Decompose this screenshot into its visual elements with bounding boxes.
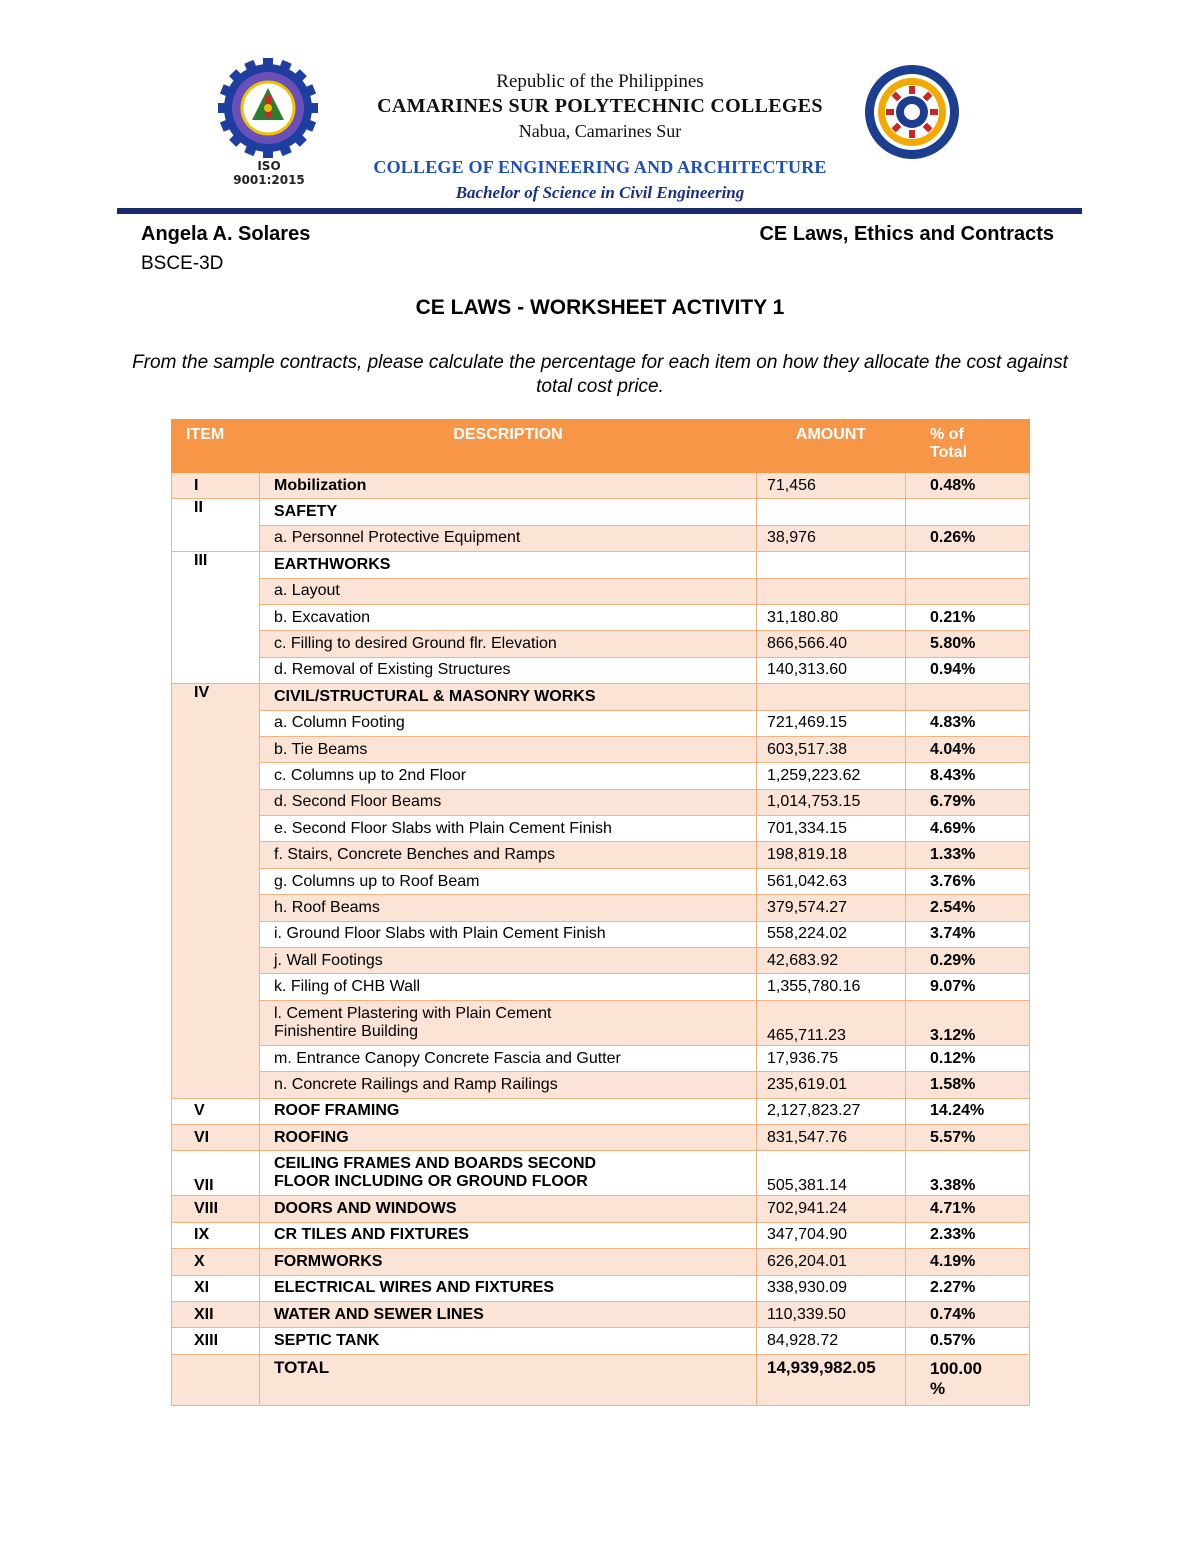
item-amount: 702,941.24 [757, 1196, 906, 1222]
item-amount: 1,355,780.16 [757, 974, 906, 1000]
item-description: Mobilization [260, 473, 757, 499]
table-row [172, 578, 1030, 604]
item-description: FORMWORKS [260, 1249, 757, 1275]
table-row [172, 1222, 1030, 1248]
item-percent: 2.54% [906, 895, 1030, 921]
item-amount: 626,204.01 [757, 1249, 906, 1275]
worksheet-instructions: From the sample contracts, please calculate the percentage for each item on how they allocate the cost against total cost price. [132, 352, 1068, 397]
item-amount: 31,180.80 [757, 604, 906, 630]
item-amount: 379,574.27 [757, 895, 906, 921]
item-description: a. Personnel Protective Equipment [260, 525, 757, 551]
item-amount: 603,517.38 [757, 736, 906, 762]
item-number: III [172, 552, 260, 684]
item-description: a. Layout [260, 578, 757, 604]
table-row [172, 789, 1030, 815]
item-description: WATER AND SEWER LINES [260, 1301, 757, 1327]
item-percent: 0.57% [906, 1328, 1030, 1354]
item-amount [757, 552, 906, 578]
table-row [172, 842, 1030, 868]
item-percent: 4.71% [906, 1196, 1030, 1222]
item-number: VI [172, 1124, 260, 1150]
item-description: EARTHWORKS [260, 552, 757, 578]
col-header-amount: AMOUNT [757, 420, 906, 473]
item-amount: 2,127,823.27 [757, 1098, 906, 1124]
item-number: V [172, 1098, 260, 1124]
table-row [172, 631, 1030, 657]
item-number: I [172, 473, 260, 499]
item-description: DOORS AND WINDOWS [260, 1196, 757, 1222]
header-program: Bachelor of Science in Civil Engineering [455, 183, 745, 202]
item-percent [906, 552, 1030, 578]
table-row [172, 763, 1030, 789]
item-percent [906, 578, 1030, 604]
total-amount: 14,939,982.05 [757, 1354, 906, 1405]
item-amount: 42,683.92 [757, 948, 906, 974]
table-row [172, 1151, 1030, 1196]
item-percent: 0.48% [906, 473, 1030, 499]
item-amount: 347,704.90 [757, 1222, 906, 1248]
table-row [172, 1196, 1030, 1222]
table-row [172, 895, 1030, 921]
item-description: k. Filing of CHB Wall [260, 974, 757, 1000]
item-description: c. Columns up to 2nd Floor [260, 763, 757, 789]
item-percent: 4.83% [906, 710, 1030, 736]
cost-allocation-table [171, 419, 1030, 1406]
item-percent: 9.07% [906, 974, 1030, 1000]
total-percent [906, 1354, 1030, 1405]
item-number: X [172, 1249, 260, 1275]
item-description-line2: FLOOR INCLUDING OR GROUND FLOOR [274, 1173, 588, 1191]
table-row [172, 921, 1030, 947]
course-title: CE Laws, Ethics and Contracts [759, 223, 1054, 245]
table-row [172, 684, 1030, 710]
item-description: d. Second Floor Beams [260, 789, 757, 815]
item-percent: 3.76% [906, 868, 1030, 894]
total-percent-line2: % [930, 1378, 946, 1398]
table-row [172, 1045, 1030, 1071]
header-location: Nabua, Camarines Sur [518, 121, 682, 141]
item-amount: 338,930.09 [757, 1275, 906, 1301]
table-row [172, 1098, 1030, 1124]
item-description: m. Entrance Canopy Concrete Fascia and Gutter [260, 1045, 757, 1071]
item-percent: 0.12% [906, 1045, 1030, 1071]
item-amount [757, 684, 906, 710]
item-amount: 721,469.15 [757, 710, 906, 736]
item-description: ROOF FRAMING [260, 1098, 757, 1124]
table-row [172, 1072, 1030, 1098]
worksheet-title: CE LAWS - WORKSHEET ACTIVITY 1 [415, 296, 785, 319]
item-amount: 866,566.40 [757, 631, 906, 657]
total-row [172, 1354, 1030, 1405]
item-description: i. Ground Floor Slabs with Plain Cement Finish [260, 921, 757, 947]
item-description: g. Columns up to Roof Beam [260, 868, 757, 894]
item-amount: 84,928.72 [757, 1328, 906, 1354]
item-amount: 198,819.18 [757, 842, 906, 868]
table-row [172, 868, 1030, 894]
table-row [172, 710, 1030, 736]
item-percent: 2.27% [906, 1275, 1030, 1301]
item-description-line1: l. Cement Plastering with Plain Cement [274, 1004, 552, 1022]
total-label: TOTAL [260, 1354, 757, 1405]
item-amount: 561,042.63 [757, 868, 906, 894]
iso-certification-label: ISO 9001:2015 [233, 159, 305, 187]
item-description-line1: CEILING FRAMES AND BOARDS SECOND [274, 1155, 597, 1173]
table-row [172, 948, 1030, 974]
item-percent: 3.12% [906, 1000, 1030, 1045]
item-amount: 110,339.50 [757, 1301, 906, 1327]
table-row [172, 473, 1030, 499]
item-number: XI [172, 1275, 260, 1301]
item-amount: 1,014,753.15 [757, 789, 906, 815]
item-percent: 5.57% [906, 1124, 1030, 1150]
item-percent: 5.80% [906, 631, 1030, 657]
item-description: j. Wall Footings [260, 948, 757, 974]
col-header-percent-line1: % of [930, 426, 964, 443]
item-amount: 558,224.02 [757, 921, 906, 947]
col-header-description: DESCRIPTION [260, 420, 757, 473]
item-description: d. Removal of Existing Structures [260, 657, 757, 683]
student-section: BSCE-3D [141, 253, 224, 274]
item-amount: 701,334.15 [757, 816, 906, 842]
item-amount: 235,619.01 [757, 1072, 906, 1098]
table-row [172, 736, 1030, 762]
item-description: n. Concrete Railings and Ramp Railings [260, 1072, 757, 1098]
item-description: ELECTRICAL WIRES AND FIXTURES [260, 1275, 757, 1301]
item-percent [906, 684, 1030, 710]
col-header-percent [906, 420, 1030, 473]
total-percent-line1: 100.00 [930, 1358, 982, 1378]
item-percent: 8.43% [906, 763, 1030, 789]
header-divider [117, 208, 1082, 214]
item-percent: 6.79% [906, 789, 1030, 815]
item-percent: 0.29% [906, 948, 1030, 974]
item-number: II [172, 499, 260, 552]
item-percent: 3.38% [906, 1151, 1030, 1196]
table-row [172, 974, 1030, 1000]
item-description: SEPTIC TANK [260, 1328, 757, 1354]
item-percent [906, 499, 1030, 525]
item-description: CIVIL/STRUCTURAL & MASONRY WORKS [260, 684, 757, 710]
item-number: VIII [172, 1196, 260, 1222]
table-row [172, 1301, 1030, 1327]
item-description: c. Filling to desired Ground flr. Elevation [260, 631, 757, 657]
table-row [172, 657, 1030, 683]
table-row [172, 1275, 1030, 1301]
item-description: SAFETY [260, 499, 757, 525]
item-description [260, 1151, 757, 1196]
table-row [172, 1124, 1030, 1150]
item-description: b. Tie Beams [260, 736, 757, 762]
item-description-line2: Finishentire Building [274, 1022, 419, 1040]
item-percent: 4.04% [906, 736, 1030, 762]
total-item-cell [172, 1354, 260, 1405]
item-description: e. Second Floor Slabs with Plain Cement Finish [260, 816, 757, 842]
header-school-name: CAMARINES SUR POLYTECHNIC COLLEGES [377, 95, 823, 117]
item-number: IV [172, 684, 260, 1098]
item-amount: 71,456 [757, 473, 906, 499]
table-row [172, 816, 1030, 842]
header-college: COLLEGE OF ENGINEERING AND ARCHITECTURE [373, 157, 827, 177]
header-republic: Republic of the Philippines [496, 71, 704, 92]
item-amount: 505,381.14 [757, 1151, 906, 1196]
item-percent: 14.24% [906, 1098, 1030, 1124]
item-amount [757, 578, 906, 604]
item-amount: 831,547.76 [757, 1124, 906, 1150]
item-percent: 0.74% [906, 1301, 1030, 1327]
item-description: a. Column Footing [260, 710, 757, 736]
item-description: b. Excavation [260, 604, 757, 630]
item-percent: 3.74% [906, 921, 1030, 947]
item-amount: 1,259,223.62 [757, 763, 906, 789]
table-row [172, 1328, 1030, 1354]
student-name: Angela A. Solares [141, 223, 311, 245]
item-description: f. Stairs, Concrete Benches and Ramps [260, 842, 757, 868]
table-row [172, 499, 1030, 525]
item-percent: 1.33% [906, 842, 1030, 868]
table-header-row [172, 420, 1030, 473]
item-description: CR TILES AND FIXTURES [260, 1222, 757, 1248]
item-amount: 140,313.60 [757, 657, 906, 683]
table-row [172, 1000, 1030, 1045]
item-percent: 1.58% [906, 1072, 1030, 1098]
item-percent: 4.19% [906, 1249, 1030, 1275]
table-row [172, 552, 1030, 578]
item-description: ROOFING [260, 1124, 757, 1150]
item-percent: 0.26% [906, 525, 1030, 551]
item-number: IX [172, 1222, 260, 1248]
item-number: XII [172, 1301, 260, 1327]
item-percent: 0.21% [906, 604, 1030, 630]
item-amount: 17,936.75 [757, 1045, 906, 1071]
item-amount: 465,711.23 [757, 1000, 906, 1045]
table-row [172, 604, 1030, 630]
table-row [172, 1249, 1030, 1275]
col-header-item: ITEM [172, 420, 260, 473]
item-percent: 2.33% [906, 1222, 1030, 1248]
item-amount [757, 499, 906, 525]
item-description [260, 1000, 757, 1045]
item-description: h. Roof Beams [260, 895, 757, 921]
item-number: XIII [172, 1328, 260, 1354]
item-number: VII [172, 1151, 260, 1196]
col-header-percent-line2: Total [930, 444, 968, 461]
table-row [172, 525, 1030, 551]
item-amount: 38,976 [757, 525, 906, 551]
item-percent: 4.69% [906, 816, 1030, 842]
item-percent: 0.94% [906, 657, 1030, 683]
